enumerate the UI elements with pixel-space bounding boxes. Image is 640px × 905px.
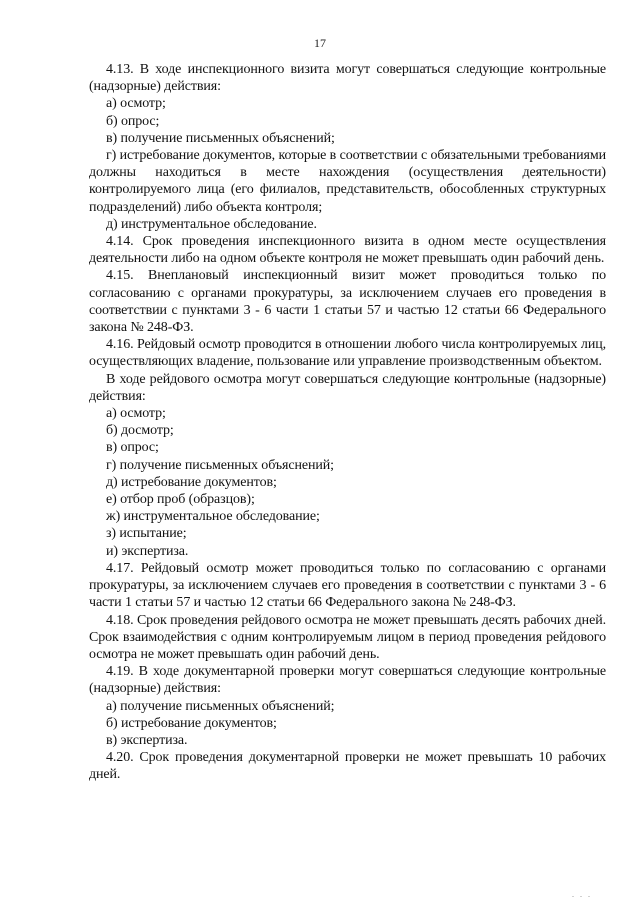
document-body — [89, 61, 606, 784]
list-item: б) опрос; — [106, 113, 160, 129]
list-item: в) получение письменных объяснений; — [106, 130, 335, 146]
footer-mark: . . . — [572, 890, 592, 899]
list-item: и) экспертиза. — [106, 543, 189, 559]
list-item: з) испытание; — [106, 526, 187, 542]
paragraph-4-13: 4.13. В ходе инспекционного визита могут совершаться следующие контрольные (надзорные) действия: — [89, 62, 606, 95]
paragraph-4-20: 4.20. Срок проведения документарной проверки не может превышать 10 рабочих дней. — [89, 750, 606, 783]
list-item: б) досмотр; — [106, 423, 174, 439]
page-number: 17 — [314, 36, 326, 50]
list-item: а) осмотр; — [106, 406, 166, 422]
paragraph-4-19: 4.19. В ходе документарной проверки могут совершаться следующие контрольные (надзорные) действия: — [89, 664, 606, 697]
list-item: г) получение письменных объяснений; — [106, 457, 334, 473]
paragraph-4-18: 4.18. Срок проведения рейдового осмотра не может превышать десять рабочих дней. Срок взаимодействия с одним контролируемым лицом в период проведения рейдового осмотра не может превышать один рабочий день. — [89, 612, 606, 662]
list-item: д) инструментальное обследование. — [106, 216, 317, 232]
paragraph-4-16: 4.16. Рейдовый осмотр проводится в отношении любого числа контролируемых лиц, осуществляющих владение, пользование или управление производственным объектом. — [89, 337, 606, 370]
list-item: в) экспертиза. — [106, 732, 188, 748]
list-item: б) истребование документов; — [106, 715, 277, 731]
list-item: ж) инструментальное обследование; — [106, 509, 320, 525]
paragraph: В ходе рейдового осмотра могут совершаться следующие контрольные (надзорные) действия: — [89, 371, 606, 404]
paragraph-4-17: 4.17. Рейдовый осмотр может проводиться только по согласованию с органами прокуратуры, за исключением случаев его проведения в соответствии с пунктами 3 - 6 части 1 статьи 57 и частью 12 статьи 66 Федерального закона № 248-ФЗ. — [89, 560, 606, 611]
list-item: а) осмотр; — [106, 96, 166, 112]
list-item: д) истребование документов; — [106, 474, 277, 490]
list-item: а) получение письменных объяснений; — [106, 698, 335, 714]
list-item: е) отбор проб (образцов); — [106, 492, 255, 508]
paragraph-4-14: 4.14. Срок проведения инспекционного визита в одном месте осуществления деятельности либо на одном объекте контроля не может превышать один рабочий день. — [89, 234, 606, 267]
paragraph-4-15: 4.15. Внеплановый инспекционный визит может проводиться только по согласованию с органами прокуратуры, за исключением случаев его проведения в соответствии с пунктами 3 - 6 части 1 статьи 57 и частью 12 статьи 66 Федерального закона № 248-ФЗ. — [89, 268, 606, 336]
list-item: в) опрос; — [106, 440, 159, 456]
list-item: г) истребование документов, которые в соответствии с обязательными требованиями должны находиться в месте нахождения (осуществления деятельности) контролируемого лица (его филиалов, представительств, обособленных структурных подразделений) либо объекта контроля; — [89, 148, 606, 215]
